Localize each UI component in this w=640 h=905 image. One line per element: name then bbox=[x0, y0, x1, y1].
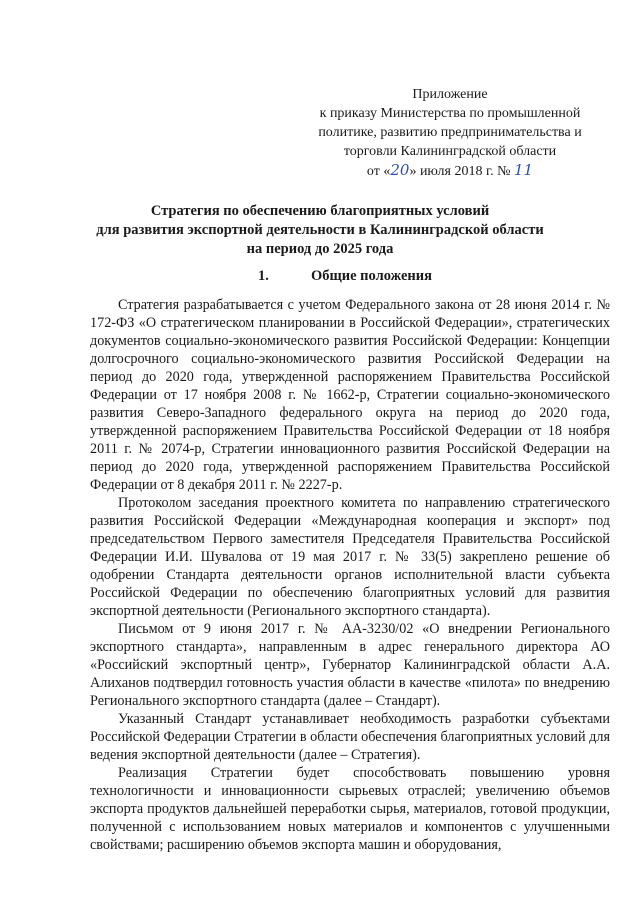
title-line: Стратегия по обеспечению благоприятных условий bbox=[150, 203, 490, 219]
title-line: для развития экспортной деятельности в Калининградской области bbox=[96, 222, 544, 238]
paragraph: Письмом от 9 июня 2017 г. № АА-3230/02 «О внедрении Регионального экспортного стандарта», направленным в адрес генерального директора АО «Российский экспортный центр», Губернатор Калининградской области А.А. Алиханов подтвердил готовность участия области в качестве «пилота» по внедрению Регионального экспортного стандарта (далее – Стандарт). bbox=[90, 621, 610, 709]
paragraph: Указанный Стандарт устанавливает необходимость разработки субъектами Российской Федерации Стратегии в области обеспечения благоприятных условий для ведения экспортной деятельности (далее – Стратегия). bbox=[90, 711, 610, 763]
date-middle: » июля 2018 г. № bbox=[409, 164, 511, 179]
paragraph: Протоколом заседания проектного комитета по направлению стратегического развития Российской Федерации «Международная кооперация и экспорт» под председательством Первого заместителя Председателя Правительства Российской Федерации И.И. Шувалова от 19 мая 2017 г. № 33(5) закреплено решение об одобрении Стандарта деятельности органов исполнительной власти субъекта Российской Федерации по обеспечению благоприятных условий для развития экспортной деятельности (Регионального экспортного стандарта). bbox=[90, 495, 610, 619]
date-prefix: от « bbox=[366, 164, 391, 179]
section-number: 1. bbox=[258, 268, 269, 284]
paragraph: Стратегия разрабатывается с учетом Федерального закона от 28 июня 2014 г. № 172-ФЗ «О стратегическом планировании в Российской Федерации», стратегических документов социально-экономического развития Российской Федерации: Концепции долгосрочного социально-экономического развития Российской Федерации на период до 2020 года, утвержденной распоряжением Правительства Российской Федерации от 17 ноября 2008 г. № 1662-р, Стратегии социально-экономического развития Северо-Западного федерального округа на период до 2020 года, утвержденной распоряжением Правительства Российской Федерации от 18 ноября 2011 г. № 2074-р, Стратегии инновационного развития Российской Федерации на период до 2020 года, утвержденной распоряжением Правительства Российской Федерации от 8 декабря 2011 г. № 2227-р. bbox=[90, 297, 610, 493]
appendix-line: политике, развитию предпринимательства и bbox=[318, 125, 582, 140]
appendix-line: торговли Калининградской области bbox=[343, 144, 557, 159]
handwritten-number: 11 bbox=[514, 161, 534, 179]
handwritten-day: 20 bbox=[390, 161, 410, 179]
appendix-header bbox=[300, 85, 600, 181]
title-line: на период до 2025 года bbox=[246, 241, 394, 257]
paragraph: Реализация Стратегии будет способствовать повышению уровня технологичности и инновационности сырьевых отраслей; увеличению объемов экспорта продуктов дальнейшей переработки сырья, материалов, готовой продукции, полученной с использованием новых материалов и компонентов с улучшенными свойствами; расширению объемов экспорта машин и оборудования, bbox=[90, 765, 610, 853]
appendix-line: к приказу Министерства по промышленной bbox=[319, 106, 581, 121]
appendix-title: Приложение bbox=[412, 87, 488, 102]
document-title bbox=[95, 202, 545, 259]
section-title: Общие положения bbox=[311, 268, 432, 284]
document-body bbox=[90, 296, 610, 854]
appendix-date-line bbox=[300, 161, 600, 181]
